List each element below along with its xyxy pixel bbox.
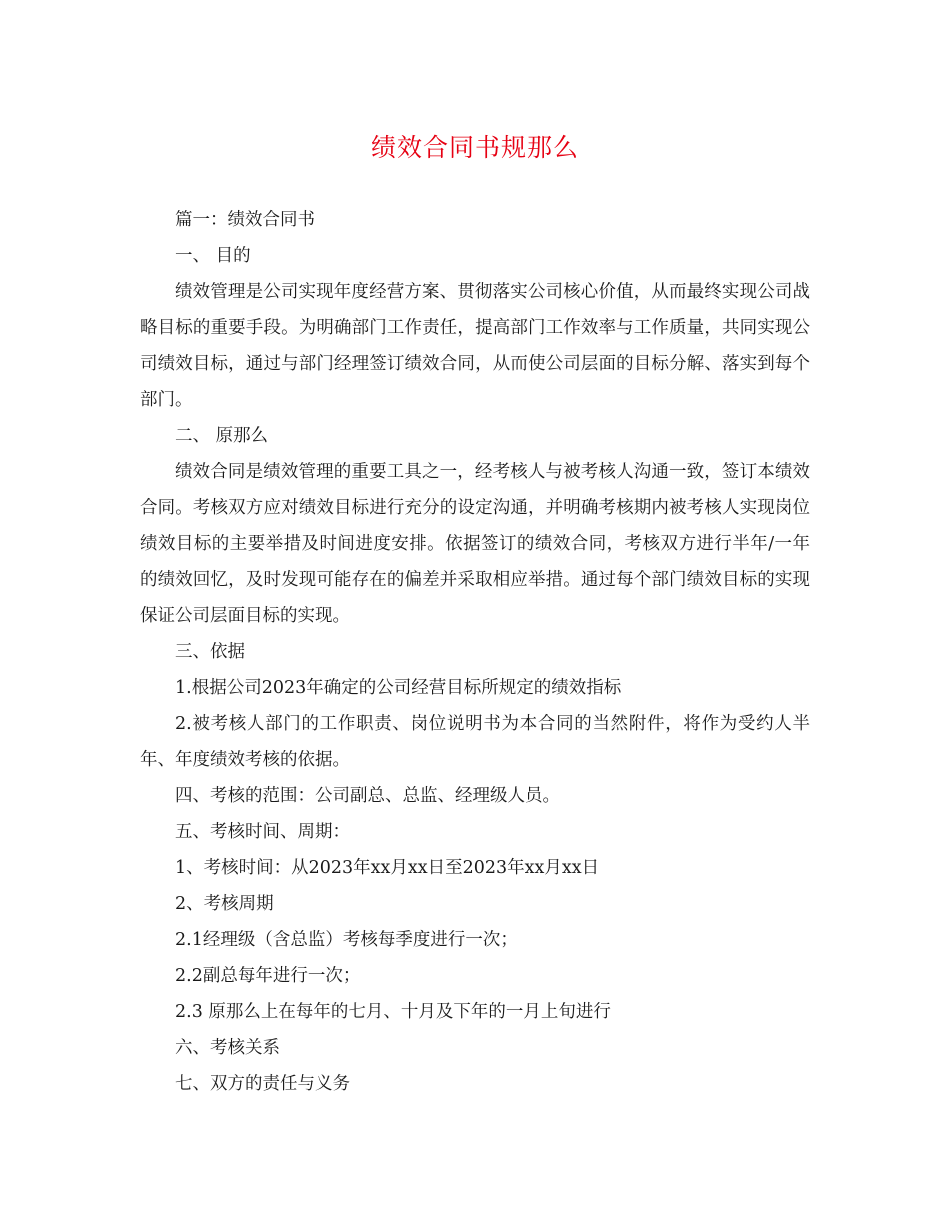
paragraph-cycle-manager: 2.1经理级（含总监）考核每季度进行一次；: [175, 930, 518, 950]
document-title: 绩效合同书规那么: [370, 133, 579, 162]
paragraph-basis-item-1: 1.根据公司2023年确定的公司经营目标所规定的绩效指标: [175, 678, 622, 698]
paragraph-cycle-schedule: 2.3 原那么上在每年的七月、十月及下年的一月上旬进行: [175, 1002, 611, 1022]
paragraph-purpose-heading: 一、 目的: [175, 246, 251, 266]
paragraph-scope: 四、考核的范围：公司副总、总监、经理级人员。: [175, 786, 560, 806]
paragraph-period-cycle: 2、考核周期: [175, 894, 274, 914]
paragraph-principle-text: 绩效合同是绩效管理的重要工具之一，经考核人与被考核人沟通一致，签订本绩效合同。考核双方应对绩效目标进行充分的设定沟通，并明确考核期内被考核人实现岗位绩效目标的主要举措及时间进度安排。依据签订的绩效合同，考核双方进行半年/一年的绩效回忆，及时发现可能存在的偏差并采取相应举措。通过每个部门绩效目标的实现保证公司层面目标的实现。: [140, 462, 810, 626]
paragraph-basis-item-2: 2.被考核人部门的工作职责、岗位说明书为本合同的当然附件，将作为受约人半年、年度绩效考核的依据。: [140, 714, 810, 770]
paragraph-principle-heading: 二、 原那么: [175, 426, 269, 446]
paragraph-period-time: 1、考核时间：从2023年xx月xx日至2023年xx月xx日: [175, 858, 600, 878]
paragraph-cycle-vp: 2.2副总每年进行一次；: [175, 966, 361, 986]
paragraph-relationship-heading: 六、考核关系: [175, 1038, 280, 1058]
paragraph-period-heading: 五、考核时间、周期：: [175, 822, 350, 842]
paragraph-duties-heading: 七、双方的责任与义务: [175, 1074, 350, 1094]
paragraph-section-heading: 篇一：绩效合同书: [175, 210, 315, 230]
paragraph-purpose-text: 绩效管理是公司实现年度经营方案、贯彻落实公司核心价值，从而最终实现公司战略目标的重要手段。为明确部门工作责任，提高部门工作效率与工作质量，共同实现公司绩效目标，通过与部门经理签订绩效合同，从而使公司层面的目标分解、落实到每个部门。: [140, 282, 810, 410]
document-body: [140, 202, 810, 1102]
paragraph-basis-heading: 三、依据: [175, 642, 245, 662]
